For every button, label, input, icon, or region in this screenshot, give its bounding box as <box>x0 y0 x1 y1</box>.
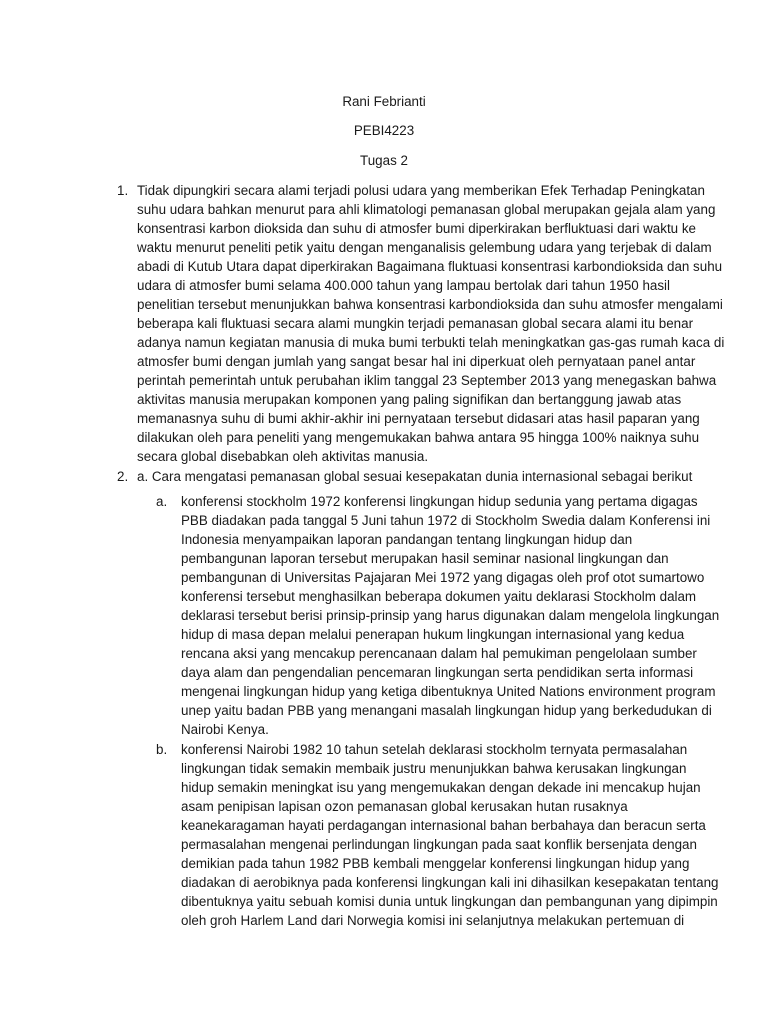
text-line: abadi di Kutub Utara dapat diperkirakan Bagaimana fluktuasi konsentrasi karbondioksida dan suhu <box>137 259 723 274</box>
item-2-intro-text: a. Cara mengatasi pemanasan global sesuai kesepakatan dunia internasional sebagai berikut <box>137 469 693 484</box>
text-line: adanya namun kegiatan manusia di muka bumi terbukti telah meningkatkan gas-gas rumah kaca di <box>137 335 725 350</box>
text-line: pembangunan laporan tersebut merupakan hasil seminar nasional lingkungan dan <box>181 551 669 566</box>
sub-letter-a: a. <box>156 494 168 509</box>
list-number-2: 2. <box>117 469 129 484</box>
text-line: Nairobi Kenya. <box>181 722 269 737</box>
text-line: hidup semakin meningkat isu yang mengemukakan dengan dekade ini mencakup hujan <box>181 780 701 795</box>
text-line: Tidak dipungkiri secara alami terjadi polusi udara yang memberikan Efek Terhadap Peningkatan <box>137 183 705 198</box>
text-line: permasalahan mengenai perlindungan lingkungan pada saat konflik bersenjata dengan <box>181 837 697 852</box>
text-line: demikian pada tahun 1982 PBB kembali menggelar konferensi lingkungan hidup yang <box>181 856 690 871</box>
text-line: dilakukan oleh para peneliti yang mengemukakan bahwa antara 95 hingga 100% naiknya suhu <box>137 430 700 445</box>
text-line: beberapa kali fluktuasi secara alami mungkin terjadi pemanasan global secara alami itu benar <box>137 316 694 331</box>
text-line: pembangunan di Universitas Pajajaran Mei 1972 yang digagas oleh prof otot sumartowo <box>181 570 705 585</box>
course-code: PEBI4223 <box>353 123 415 138</box>
text-line: suhu udara bahkan menurut para ahli klimatologi pemanasan global merupakan gejala alam yang <box>137 202 716 217</box>
text-line: konferensi tersebut menghasilkan beberapa dokumen yaitu deklarasi Stockholm dalam <box>181 589 697 604</box>
text-line: memanasnya suhu di bumi akhir-akhir ini pernyataan tersebut didasari atas hasil paparan yang <box>137 411 700 426</box>
text-line: rencana aksi yang mencakup perencanaan dalam hal pemukiman pengelolaan sumber <box>181 646 697 661</box>
list-number-1: 1. <box>117 183 129 198</box>
sub-letter-b: b. <box>156 742 168 757</box>
text-line: diadakan di aerobiknya pada konferensi lingkungan kali ini dihasilkan kesepakatan tentang <box>181 875 719 890</box>
text-line: atmosfer bumi dengan jumlah yang sangat besar hal ini diperkuat oleh pernyataan panel antar <box>137 354 696 369</box>
text-line: asam penipisan lapisan ozon pemanasan global kerusakan hutan rusaknya <box>181 799 628 814</box>
text-line: PBB diadakan pada tanggal 5 Juni tahun 1972 di Stockholm Swedia dalam Konferensi ini <box>181 513 711 528</box>
sub-item-a-paragraph <box>181 492 719 739</box>
text-line: waktu menurut peneliti petik yaitu dengan menganalisis gelembung udara yang terjebak di dalam <box>137 240 712 255</box>
sub-item-b-paragraph <box>181 740 719 930</box>
text-line: daya alam dan pengendalian pencemaran lingkungan serta pendidikan serta informasi <box>181 665 694 680</box>
assignment-title: Tugas 2 <box>360 153 408 168</box>
text-line: hidup di masa depan melalui penerapan hukum lingkungan internasional yang kedua <box>181 627 685 642</box>
text-line: unep yaitu badan PBB yang menangani masalah lingkungan hidup yang berkedudukan di <box>181 703 712 718</box>
text-line: secara global disebabkan oleh aktivitas manusia. <box>137 449 429 464</box>
text-line: oleh groh Harlem Land dari Norwegia komisi ini selanjutnya melakukan pertemuan di <box>181 913 685 928</box>
text-line: aktivitas manusia merupakan komponen yang paling signifikan dan bertanggung jawab atas <box>137 392 682 407</box>
text-line: konferensi stockholm 1972 konferensi lingkungan hidup sedunia yang pertama digagas <box>181 494 698 509</box>
text-line: Indonesia menyampaikan laporan pandangan tentang lingkungan hidup dan <box>181 532 633 547</box>
text-line: mengenai lingkungan hidup yang ketiga dibentuknya United Nations environment program <box>181 684 716 699</box>
text-line: keanekaragaman hayati perdagangan internasional bahan berbahaya dan beracun serta <box>181 818 706 833</box>
text-line: perintah pemerintah untuk perubahan iklim tanggal 23 September 2013 yang menegaskan bahwa <box>137 373 717 388</box>
author-name: Rani Febrianti <box>342 94 426 109</box>
text-line: konsentrasi karbon dioksida dan suhu di atmosfer bumi diperkirakan berfluktuasi dari waktu ke <box>137 221 696 236</box>
text-line: udara di atmosfer bumi selama 400.000 tahun yang lampau bertolak dari tahun 1950 hasil <box>137 278 670 293</box>
text-line: lingkungan tidak semakin membaik justru menunjukkan bahwa kerusakan lingkungan <box>181 761 687 776</box>
text-line: deklarasi tersebut berisi prinsip-prinsip yang harus digunakan dalam mengelola lingkungan <box>181 608 720 623</box>
item-2-intro <box>137 467 692 486</box>
text-line: konferensi Nairobi 1982 10 tahun setelah deklarasi stockholm ternyata permasalahan <box>181 742 688 757</box>
text-line: dibentuknya yaitu sebuah komisi dunia untuk lingkungan dan pembangunan yang dipimpin <box>181 894 718 909</box>
text-line: penelitian tersebut menunjukkan bahwa konsentrasi karbondioksida dan suhu atmosfer mengalami <box>137 297 723 312</box>
item-1-paragraph <box>137 181 724 466</box>
